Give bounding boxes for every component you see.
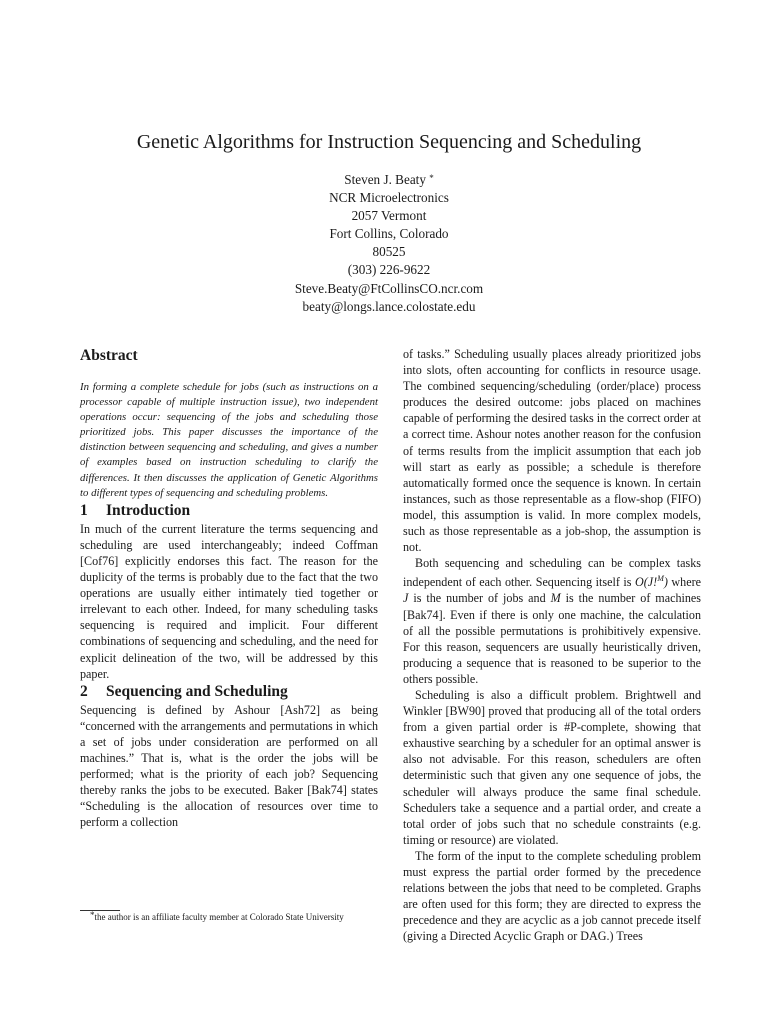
abstract-heading: Abstract: [80, 347, 138, 364]
formula-close: ): [663, 575, 668, 590]
variable-j: J: [403, 591, 409, 606]
author-city: Fort Collins, Colorado: [329, 226, 449, 242]
author-phone: (303) 226-9622: [347, 262, 431, 278]
footnote-mark: *: [90, 910, 95, 920]
section-1-heading: [80, 501, 378, 521]
section-1-title: Introduction: [106, 501, 191, 519]
right-column: [403, 346, 701, 945]
section-2-paragraph-1-continued: of tasks.” Scheduling usually places already prioritized jobs into slots, often accounting for conflicts in resource usage. The combined sequencing/scheduling (order/place) process produces the desired outcome: jobs placed on machines capable of performing the desired tasks in the correct order at a correct time. Ashour notes another reason for the confusion of terms results from the implicit assumption that each job will start as early as possible; a schedule is therefore automatically formed once the sequence is known. In certain instances, such as those representable as a flow-shop (FIFO) model, this assumption is valid. In more complex models, such as those representable as a job-shop, the assumption is not.: [403, 347, 701, 555]
left-column: [80, 342, 378, 830]
section-2-paragraph-4: The form of the input to the complete scheduling problem must express the partial order formed by the precedence relations between the jobs that need to be completed. Graphs are often used for this form; they are directed to express the precedence and they are acyclic as a job cannot precede itself (giving a Directed Acyclic Graph or DAG.) Trees: [403, 848, 701, 944]
author-zip: 80525: [372, 244, 406, 260]
paragraph-text: is the number of machines [Bak74]. Even if there is only one machine, the calculation of all the possible permutations is prohibitively expensive. For this reason, sequencers are usually heuristically driven, producing a sequence that is reasoned to be superior to the others possible.: [403, 591, 701, 686]
paragraph-text: where: [667, 575, 701, 590]
section-1-paragraph: In much of the current literature the terms sequencing and scheduling are used interchangeably; indeed Coffman [Cof76] explicitly endorses this fact. The reason for the duplicity of the terms is probably due to the fact that the two operations are usually either intimately tied together or irrelevant to each other. Indeed, for many scheduling tasks sequencing is required and implicit. Four different combinations of sequencing and scheduling, and the need for explicit delineation of the two, will be addressed by this paper.: [80, 521, 378, 681]
paragraph-text: is the number of jobs and: [408, 591, 551, 606]
formula-base: O(J!: [635, 575, 658, 590]
section-2-paragraph-2: [403, 555, 701, 687]
footnote: [80, 912, 380, 923]
formula-exponent: M: [657, 574, 664, 584]
footnote-text: the author is an affiliate faculty member at Colorado State University: [94, 912, 344, 922]
complexity-formula: [635, 575, 668, 589]
author-email-work: Steve.Beaty@FtCollinsCO.ncr.com: [294, 280, 484, 296]
section-1-number: 1: [80, 501, 88, 519]
footnote-rule: [80, 910, 120, 911]
section-2-title: Sequencing and Scheduling: [106, 682, 288, 700]
author-street: 2057 Vermont: [351, 208, 427, 224]
variable-m: M: [550, 591, 561, 606]
paragraph-text: Both sequencing and scheduling can be complex tasks independent of each other. Sequencing itself is: [403, 556, 701, 590]
footnote-marker: *: [429, 173, 434, 183]
author-email-university: beaty@longs.lance.colostate.edu: [302, 298, 476, 314]
paper-title: Genetic Algorithms for Instruction Sequencing and Scheduling: [136, 131, 642, 153]
section-2-number: 2: [80, 682, 88, 700]
author-block: [0, 171, 768, 316]
author-affiliation: NCR Microelectronics: [329, 190, 449, 206]
section-2-heading: [80, 682, 378, 702]
author-name-line: [0, 171, 768, 189]
abstract-text: In forming a complete schedule for jobs (such as instructions on a processor capable of multiple instruction issue), two independent operations occur: sequencing of the jobs and scheduling those prioritized jobs. This paper discusses the importance of the distinction between sequencing and scheduling, and gives a number of examples based on instruction scheduling to clarify the differences. It then discusses the application of Genetic Algorithms to different types of sequencing and scheduling problems.: [80, 381, 378, 499]
section-2-paragraph-3: Scheduling is also a difficult problem. Brightwell and Winkler [BW90] proved that producing all of the total orders from a given partial order is #P-complete, showing that exhaustive searching by a scheduler for an optimal answer is also not advisable. For this reason, schedulers are often deterministic such that given any one sequence of jobs, the scheduler will always produce the same final schedule. Schedulers take a sequence and a partial order, and create a total order of jobs such that no schedule constraints (e.g. timing or resource) are violated.: [403, 688, 701, 847]
author-name: Steven J. Beaty: [344, 172, 426, 187]
section-2-paragraph-1: Sequencing is defined by Ashour [Ash72] as being “concerned with the arrangements and permutations in which a set of jobs under consideration are performed on all machines.” That is, what is the order the jobs will be performed; what is the priority of each job? Sequencing thereby ranks the jobs to be executed. Baker [Bak74] states “Scheduling is the allocation of resources over time to perform a collection: [80, 702, 378, 830]
